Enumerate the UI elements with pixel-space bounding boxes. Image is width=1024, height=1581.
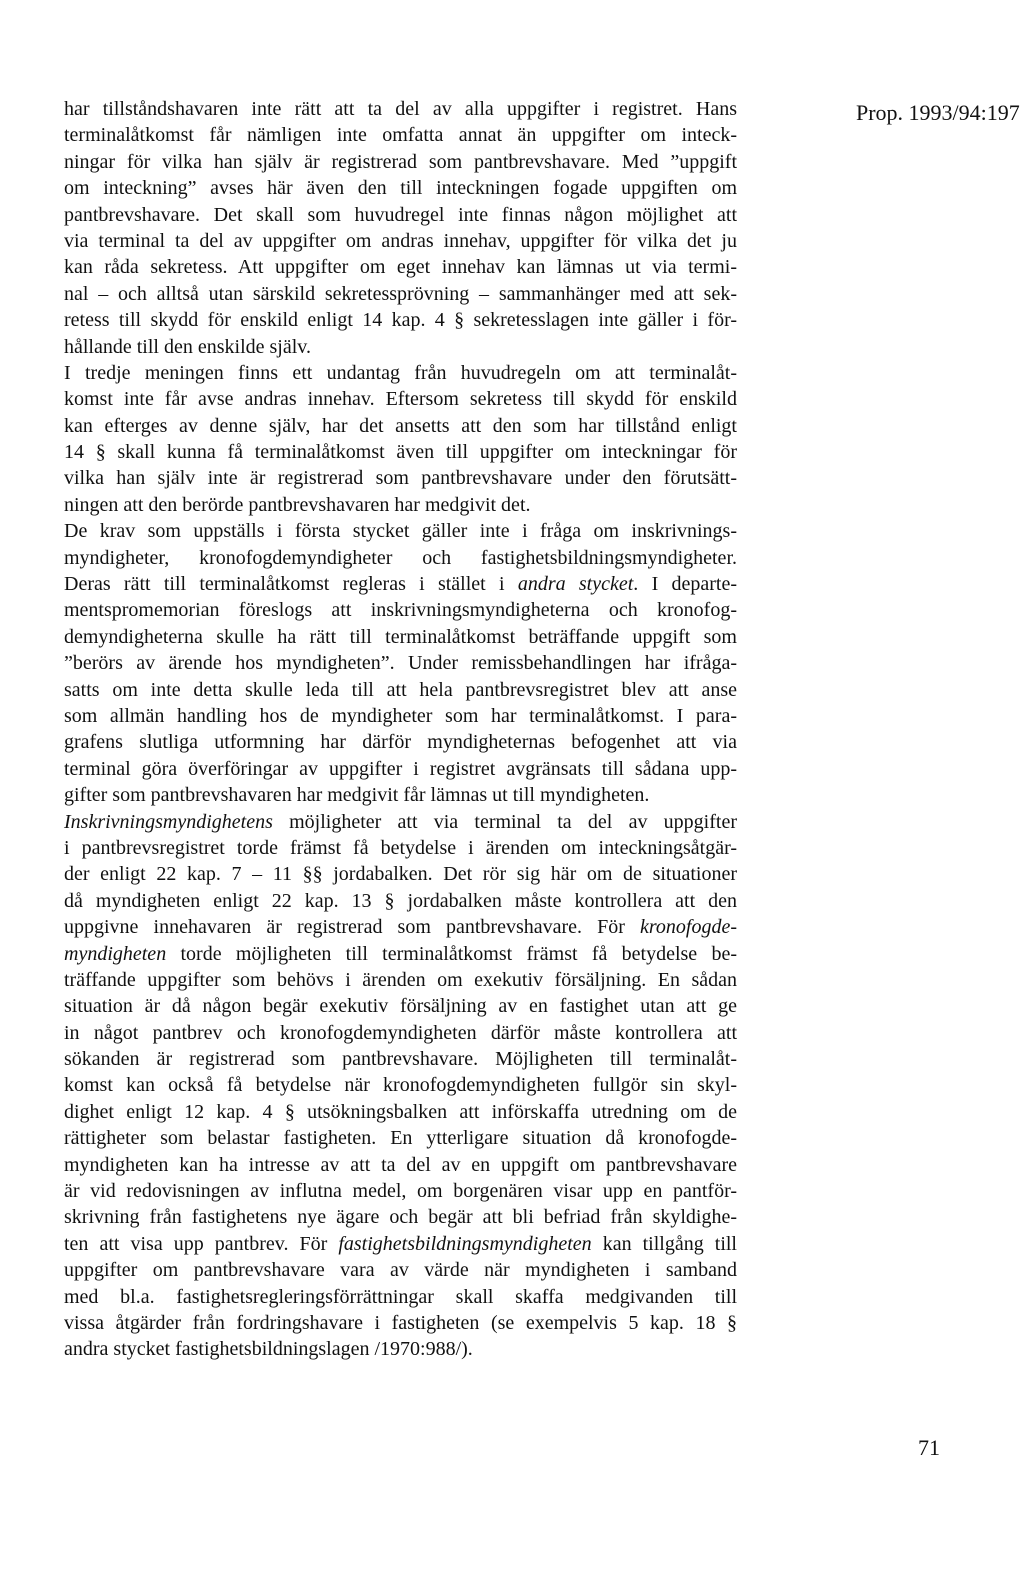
text-line: kan efterges av denne själv, har det ansetts att den som har tillstånd enligt <box>64 414 737 437</box>
paragraph-2 <box>64 360 737 518</box>
text-fragment: Deras rätt till terminalåtkomst regleras i stället i <box>64 573 518 596</box>
text-line: sökanden är registrerad som pantbrevshavare. Möjligheten till terminalåt- <box>64 1048 737 1071</box>
text-line: I tredje meningen finns ett undantag från huvudregeln om att terminalåt- <box>64 361 737 384</box>
text-fragment: . I departe- <box>633 573 738 596</box>
text-line: De krav som uppställs i första stycket gäller inte i fråga om inskrivnings- <box>64 520 737 543</box>
document-body <box>64 96 737 1363</box>
emphasis-fastighetsbildningsmyndigheten: fastighetsbildningsmyndigheten <box>338 1232 592 1255</box>
text-fragment: uppgivne innehavaren är registrerad som pantbrevshavare. För <box>64 916 640 939</box>
text-line: då myndigheten enligt 22 kap. 13 § jordabalken måste kontrollera att den <box>64 889 737 912</box>
text-line: träffande uppgifter som behövs i ärenden om exekutiv försäljning. En sådan <box>64 968 737 991</box>
text-line: kan råda sekretess. Att uppgifter om eget innehav kan lämnas ut via termi- <box>64 256 737 279</box>
text-line: pantbrevshavare. Det skall som huvudregel inte finnas någon möjlighet att <box>64 203 737 226</box>
text-line: har tillståndshavaren inte rätt att ta del av alla uppgifter i registret. Hans <box>64 98 737 120</box>
text-line: ningen att den berörde pantbrevshavaren har medgivit det. <box>64 493 531 516</box>
text-line: skrivning från fastighetens nye ägare och begär att bli befriad från skyldighe- <box>64 1206 737 1229</box>
text-line: mentspromemorian föreslogs att inskrivningsmyndigheterna och kronofog- <box>64 599 737 622</box>
text-line: ”berörs av ärende hos myndigheten”. Under remissbehandlingen har ifråga- <box>64 652 737 675</box>
text-line: situation är då någon begär exekutiv försäljning av en fastighet utan att ge <box>64 995 737 1018</box>
text-line: retess till skydd för enskild enligt 14 kap. 4 § sekretesslagen inte gäller i för- <box>64 309 737 332</box>
text-line: vilka han själv inte är registrerad som pantbrevshavare under den förutsätt- <box>64 467 737 490</box>
emphasis-inskrivningsmyndighetens: Inskrivningsmyndighetens <box>64 810 273 833</box>
paragraph-3 <box>64 518 737 808</box>
text-line-mixed <box>64 914 737 940</box>
text-line: i pantbrevsregistret torde främst få betydelse i ärenden om inteckningsåtgär- <box>64 836 737 859</box>
text-line: satts om inte detta skulle leda till att hela pantbrevsregistret blev att anse <box>64 678 737 701</box>
text-line: komst inte får avse andras innehav. Eftersom sekretess till skydd för enskild <box>64 388 737 411</box>
text-line-mixed <box>64 1231 737 1257</box>
text-line: in något pantbrev och kronofogdemyndigheten därför måste kontrollera att <box>64 1021 737 1044</box>
paragraph-4 <box>64 809 737 1363</box>
text-line: terminalåtkomst får nämligen inte omfatta annat än uppgifter om inteck- <box>64 124 737 147</box>
text-line: som allmän handling hos de myndigheter som har terminalåtkomst. I para- <box>64 704 737 727</box>
text-fragment: torde möjligheten till terminalåtkomst främst få betydelse be- <box>166 942 737 965</box>
text-line: via terminal ta del av uppgifter om andras innehav, uppgifter för vilka det ju <box>64 229 737 252</box>
text-line: komst kan också få betydelse när kronofogdemyndigheten fullgör sin skyl- <box>64 1074 737 1097</box>
text-fragment: möjligheter att via terminal ta del av uppgifter <box>272 810 737 833</box>
text-line: demyndigheterna skulle ha rätt till terminalåtkomst beträffande uppgift som <box>64 625 737 648</box>
text-fragment: ten att visa upp pantbrev. För <box>64 1232 339 1255</box>
page-number: 71 <box>918 1435 940 1460</box>
text-line: rättigheter som belastar fastigheten. En ytterligare situation då kronofogde- <box>64 1127 737 1150</box>
text-line: myndigheter, kronofogdemyndigheter och fastighetsbildningsmyndigheter. <box>64 546 737 569</box>
text-line: ningar för vilka han själv är registrerad som pantbrevshavare. Med ”uppgift <box>64 150 737 173</box>
text-line: om inteckning” avses här även den till inteckningen fogade uppgiften om <box>64 177 737 200</box>
text-line: uppgifter om pantbrevshavare vara av värde när myndigheten i samband <box>64 1259 737 1282</box>
text-line: hållande till den enskilde själv. <box>64 335 311 358</box>
text-line: andra stycket fastighetsbildningslagen /1970:988/). <box>64 1338 473 1361</box>
text-line: är vid redovisningen av influtna medel, om borgenären visar upp en pantför- <box>64 1180 737 1203</box>
paragraph-1 <box>64 96 737 360</box>
text-line: gifter som pantbrevshavaren har medgivit får lämnas ut till myndigheten. <box>64 784 650 807</box>
emphasis-kronofogde: kronofogde- <box>639 916 737 939</box>
text-line: med bl.a. fastighetsregleringsförrättningar skall skaffa medgivanden till <box>64 1285 737 1308</box>
text-line: der enligt 22 kap. 7 – 11 §§ jordabalken. Det rör sig här om de situationer <box>64 863 737 886</box>
text-line: nal – och alltså utan särskild sekretessprövning – sammanhänger med att sek- <box>64 282 737 305</box>
text-line: dighet enligt 12 kap. 4 § utsökningsbalken att införskaffa utredning om de <box>64 1100 737 1123</box>
text-line: grafens slutliga utformning har därför myndigheternas befogenhet att via <box>64 731 737 754</box>
text-line: terminal göra överföringar av uppgifter i registret avgränsats till sådana upp- <box>64 757 737 780</box>
emphasis-andra-stycket: andra stycket <box>517 573 634 596</box>
text-line-mixed <box>64 571 737 597</box>
emphasis-myndigheten: myndigheten <box>64 942 167 965</box>
text-line: 14 § skall kunna få terminalåtkomst även till uppgifter om inteckningar för <box>64 441 737 464</box>
text-line: myndigheten kan ha intresse av att ta del av en uppgift om pantbrevshavare <box>64 1153 737 1176</box>
proposition-reference: Prop. 1993/94:197 <box>856 100 1020 125</box>
text-line-mixed <box>64 941 737 967</box>
text-line-mixed <box>64 809 737 835</box>
text-fragment: kan tillgång till <box>591 1232 737 1255</box>
text-line: vissa åtgärder från fordringshavare i fastigheten (se exempelvis 5 kap. 18 § <box>64 1311 737 1334</box>
